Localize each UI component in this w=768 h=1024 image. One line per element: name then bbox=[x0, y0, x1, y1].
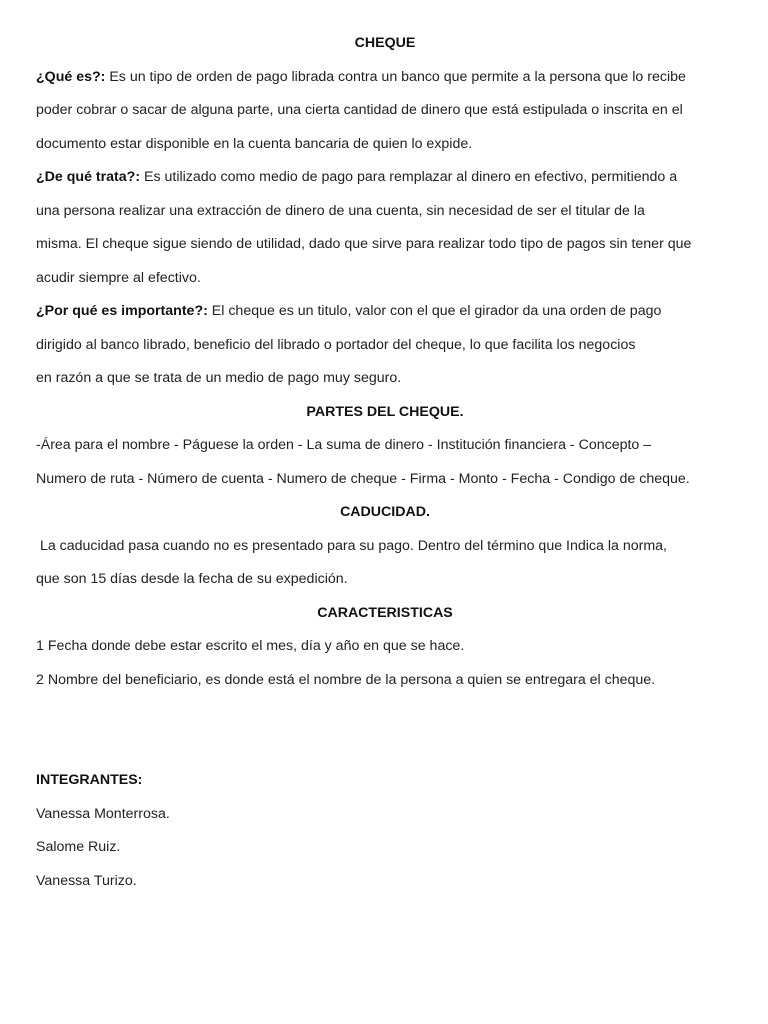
text-line: documento estar disponible en la cuenta bancaria de quien lo expide. bbox=[36, 135, 473, 152]
document-title: CHEQUE bbox=[354, 35, 416, 51]
team-heading: INTEGRANTES: bbox=[36, 772, 143, 788]
document-page bbox=[36, 27, 734, 898]
text-line: en razón a que se trata de un medio de pago muy seguro. bbox=[36, 370, 402, 386]
text-line: misma. El cheque sigue siendo de utilidad, dado que sirve para realizar todo tipo de pagos sin tener que bbox=[36, 236, 692, 252]
intro-text-about: Es utilizado como medio de pago para remplazar al dinero en efectivo, permitiendo a bbox=[140, 169, 678, 185]
spacer bbox=[36, 697, 734, 764]
intro-label-about: ¿De qué trata?: bbox=[36, 169, 141, 185]
intro-label-what: ¿Qué es?: bbox=[36, 68, 106, 85]
text-line: una persona realizar una extracción de dinero de una cuenta, sin necesidad de ser el titular de la bbox=[36, 202, 645, 219]
features-item: 1 Fecha donde debe estar escrito el mes, día y año en que se hace. bbox=[36, 638, 465, 654]
text-line: dirigido al banco librado, beneficio del librado o portador del cheque, lo que facilita los negocios bbox=[36, 336, 636, 353]
parts-line: -Área para el nombre - Páguese la orden - La suma de dinero - Institución financiera - Concepto – bbox=[36, 437, 652, 453]
intro-paragraph-importance bbox=[36, 295, 734, 329]
features-item: 2 Nombre del beneficiario, es donde está el nombre de la persona a quien se entregara el cheque. bbox=[36, 671, 656, 688]
expiry-heading: CADUCIDAD. bbox=[340, 504, 430, 520]
team-member: Vanessa Turizo. bbox=[36, 872, 137, 889]
team-member: Salome Ruiz. bbox=[36, 839, 121, 855]
intro-text-importance: El cheque es un titulo, valor con el que el girador da una orden de pago bbox=[207, 303, 662, 319]
text-line: acudir siempre al efectivo. bbox=[36, 269, 201, 286]
expiry-line: que son 15 días desde la fecha de su expedición. bbox=[36, 571, 348, 587]
intro-paragraph-about bbox=[36, 161, 734, 195]
intro-text-what: Es un tipo de orden de pago librada contra un banco que permite a la persona que lo recibe bbox=[105, 68, 686, 85]
intro-paragraph-what bbox=[36, 61, 734, 95]
features-heading: CARACTERISTICAS bbox=[317, 604, 453, 621]
expiry-line: La caducidad pasa cuando no es presentado para su pago. Dentro del término que Indica la norma, bbox=[36, 537, 667, 554]
parts-heading: PARTES DEL CHEQUE. bbox=[306, 403, 464, 420]
text-line: poder cobrar o sacar de alguna parte, una cierta cantidad de dinero que está estipulada o inscrita en el bbox=[36, 102, 683, 118]
parts-line: Numero de ruta - Número de cuenta - Numero de cheque - Firma - Monto - Fecha - Condigo de cheque. bbox=[36, 470, 690, 487]
team-member: Vanessa Monterrosa. bbox=[36, 805, 170, 822]
intro-label-importance: ¿Por qué es importante?: bbox=[36, 303, 208, 319]
